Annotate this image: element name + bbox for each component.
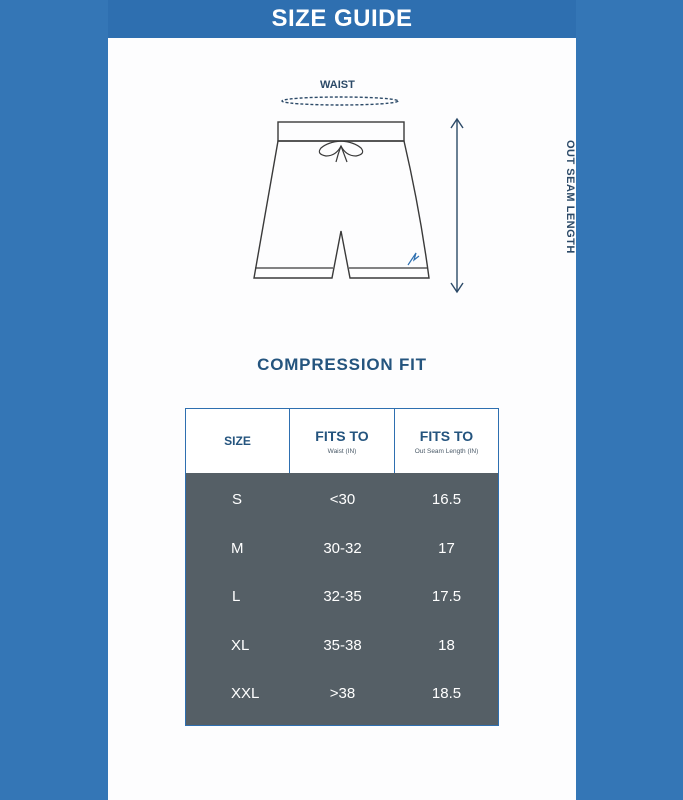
length-cell: 17.5 xyxy=(431,587,462,605)
waist-cell: <30 xyxy=(329,490,356,508)
size-cell: L xyxy=(232,587,241,605)
column-header-length xyxy=(395,409,498,473)
column-header-label: FITS TO xyxy=(419,427,474,444)
seam-length-label: OUT SEAM LENGTH xyxy=(564,140,576,254)
table-row xyxy=(186,576,498,616)
column-header-label: SIZE xyxy=(224,434,251,448)
waist-measure-line xyxy=(282,97,398,105)
size-cell: XXL xyxy=(231,684,260,702)
fit-title: COMPRESSION FIT xyxy=(257,355,427,374)
right-background xyxy=(576,0,683,800)
waist-cell: >38 xyxy=(329,684,356,702)
left-background xyxy=(0,0,108,800)
table-row xyxy=(186,673,498,713)
column-header-sublabel: Out Seam Length (IN) xyxy=(414,447,479,455)
column-header-sublabel: Waist (IN) xyxy=(327,447,357,455)
length-cell: 16.5 xyxy=(431,490,462,508)
table-body xyxy=(186,473,498,725)
shorts-waistband xyxy=(278,122,404,141)
drawstring-tail-left xyxy=(336,146,341,162)
shorts-body xyxy=(254,141,429,278)
size-cell: M xyxy=(231,539,244,557)
size-guide-header xyxy=(108,0,576,38)
waist-label: WAIST xyxy=(320,79,355,91)
size-guide-panel xyxy=(108,0,576,800)
table-row xyxy=(186,528,498,568)
table-row xyxy=(186,625,498,665)
size-table xyxy=(185,408,499,726)
table-row xyxy=(186,479,498,519)
shorts-diagram xyxy=(248,70,488,310)
length-cell: 18 xyxy=(438,636,455,654)
column-header-label: FITS TO xyxy=(315,427,369,444)
drawstring xyxy=(319,141,362,156)
length-cell: 17 xyxy=(438,539,455,557)
waist-cell: 35-38 xyxy=(323,636,362,654)
page-title: SIZE GUIDE xyxy=(271,5,413,32)
length-cell: 18.5 xyxy=(431,684,462,702)
size-cell: XL xyxy=(231,636,250,654)
table-header xyxy=(186,409,498,473)
column-header-size xyxy=(186,409,290,473)
size-cell: S xyxy=(232,490,243,508)
waist-cell: 32-35 xyxy=(323,587,362,605)
drawstring-tail-right xyxy=(341,146,347,162)
brand-logo-icon xyxy=(408,253,419,265)
column-header-waist xyxy=(290,409,395,473)
waist-cell: 30-32 xyxy=(323,539,362,557)
